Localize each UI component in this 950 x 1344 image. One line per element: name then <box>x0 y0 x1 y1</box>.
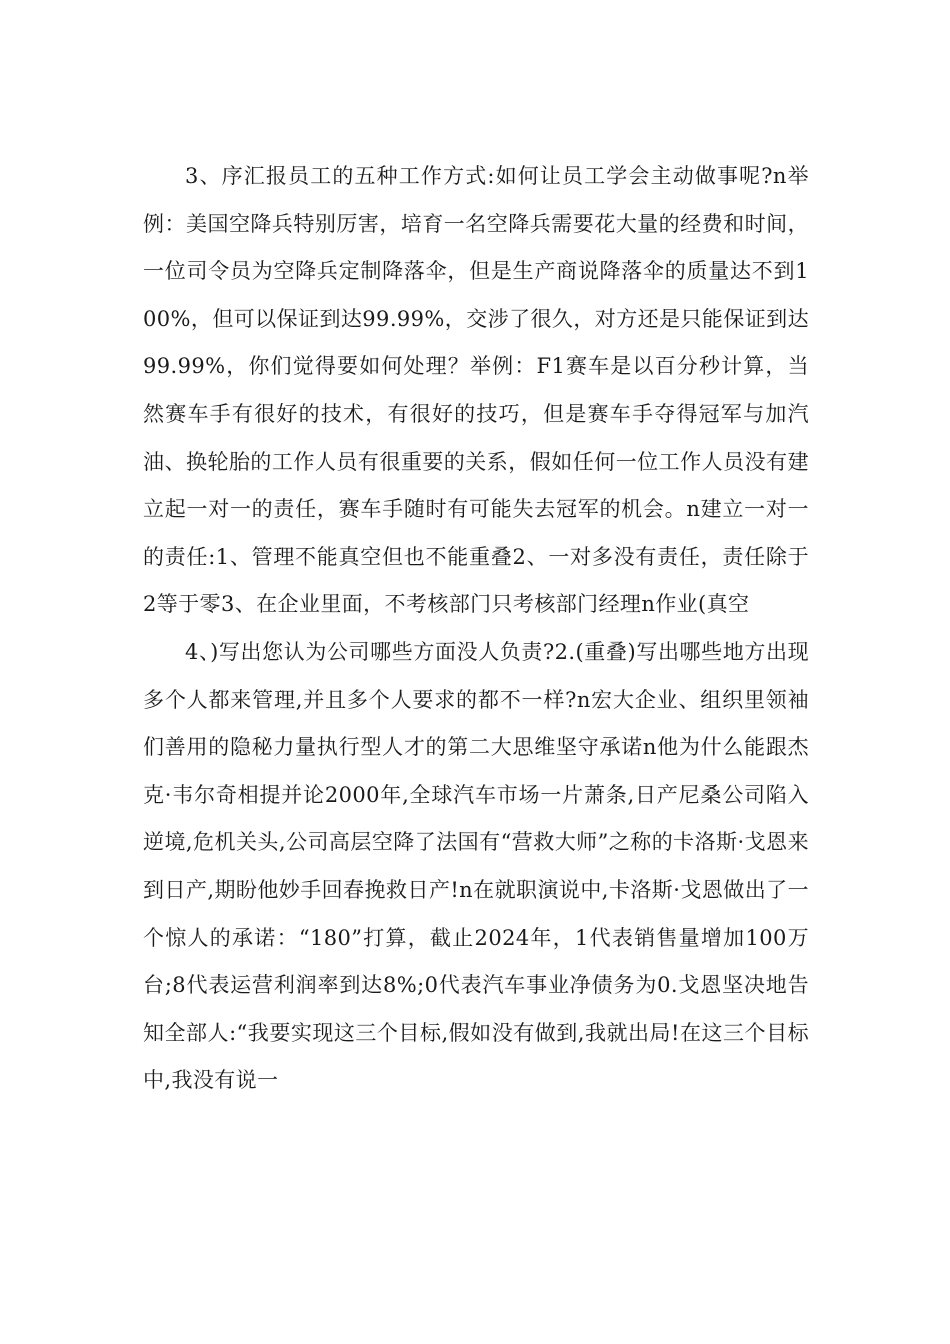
document-body <box>143 153 809 1105</box>
paragraph-4: 4、)写出您认为公司哪些方面没人负责?2.(重叠)写出哪些地方出现多个人都来管理,并且多个人要求的都不一样?n宏大企业、组织里领袖们善用的隐秘力量执行型人才的第二大思维坚守承诺n他为什么能跟杰克·韦尔奇相提并论2000年,全球汽车市场一片萧条,日产尼桑公司陷入逆境,危机关头,公司高层空降了法国有“营救大师”之称的卡洛斯·戈恩来到日产,期盼他妙手回春挽救日产!n在就职演说中,卡洛斯·戈恩做出了一个惊人的承诺：“180”打算，截止2024年，1代表销售量增加100万台;8代表运营利润率到达8%;0代表汽车事业净债务为0.戈恩坚决地告知全部人:“我要实现这三个目标,假如没有做到,我就出局!在这三个目标中,我没有说一 <box>143 639 809 1093</box>
paragraph-3: 3、序汇报员工的五种工作方式:如何让员工学会主动做事呢?n举例：美国空降兵特别厉害，培育一名空降兵需要花大量的经费和时间，一位司令员为空降兵定制降落伞，但是生产商说降落伞的质量达不到100%，但可以保证到达99.99%，交涉了很久，对方还是只能保证到达99.99%，你们觉得要如何处理？举例：F1赛车是以百分秒计算，当然赛车手有很好的技术，有很好的技巧，但是赛车手夺得冠军与加汽油、换轮胎的工作人员有很重要的关系，假如任何一位工作人员没有建立起一对一的责任，赛车手随时有可能失去冠军的机会。n建立一对一的责任:1、管理不能真空但也不能重叠2、一对多没有责任，责任除于2等于零3、在企业里面，不考核部门只考核部门经理n作业(真空 <box>143 164 809 617</box>
